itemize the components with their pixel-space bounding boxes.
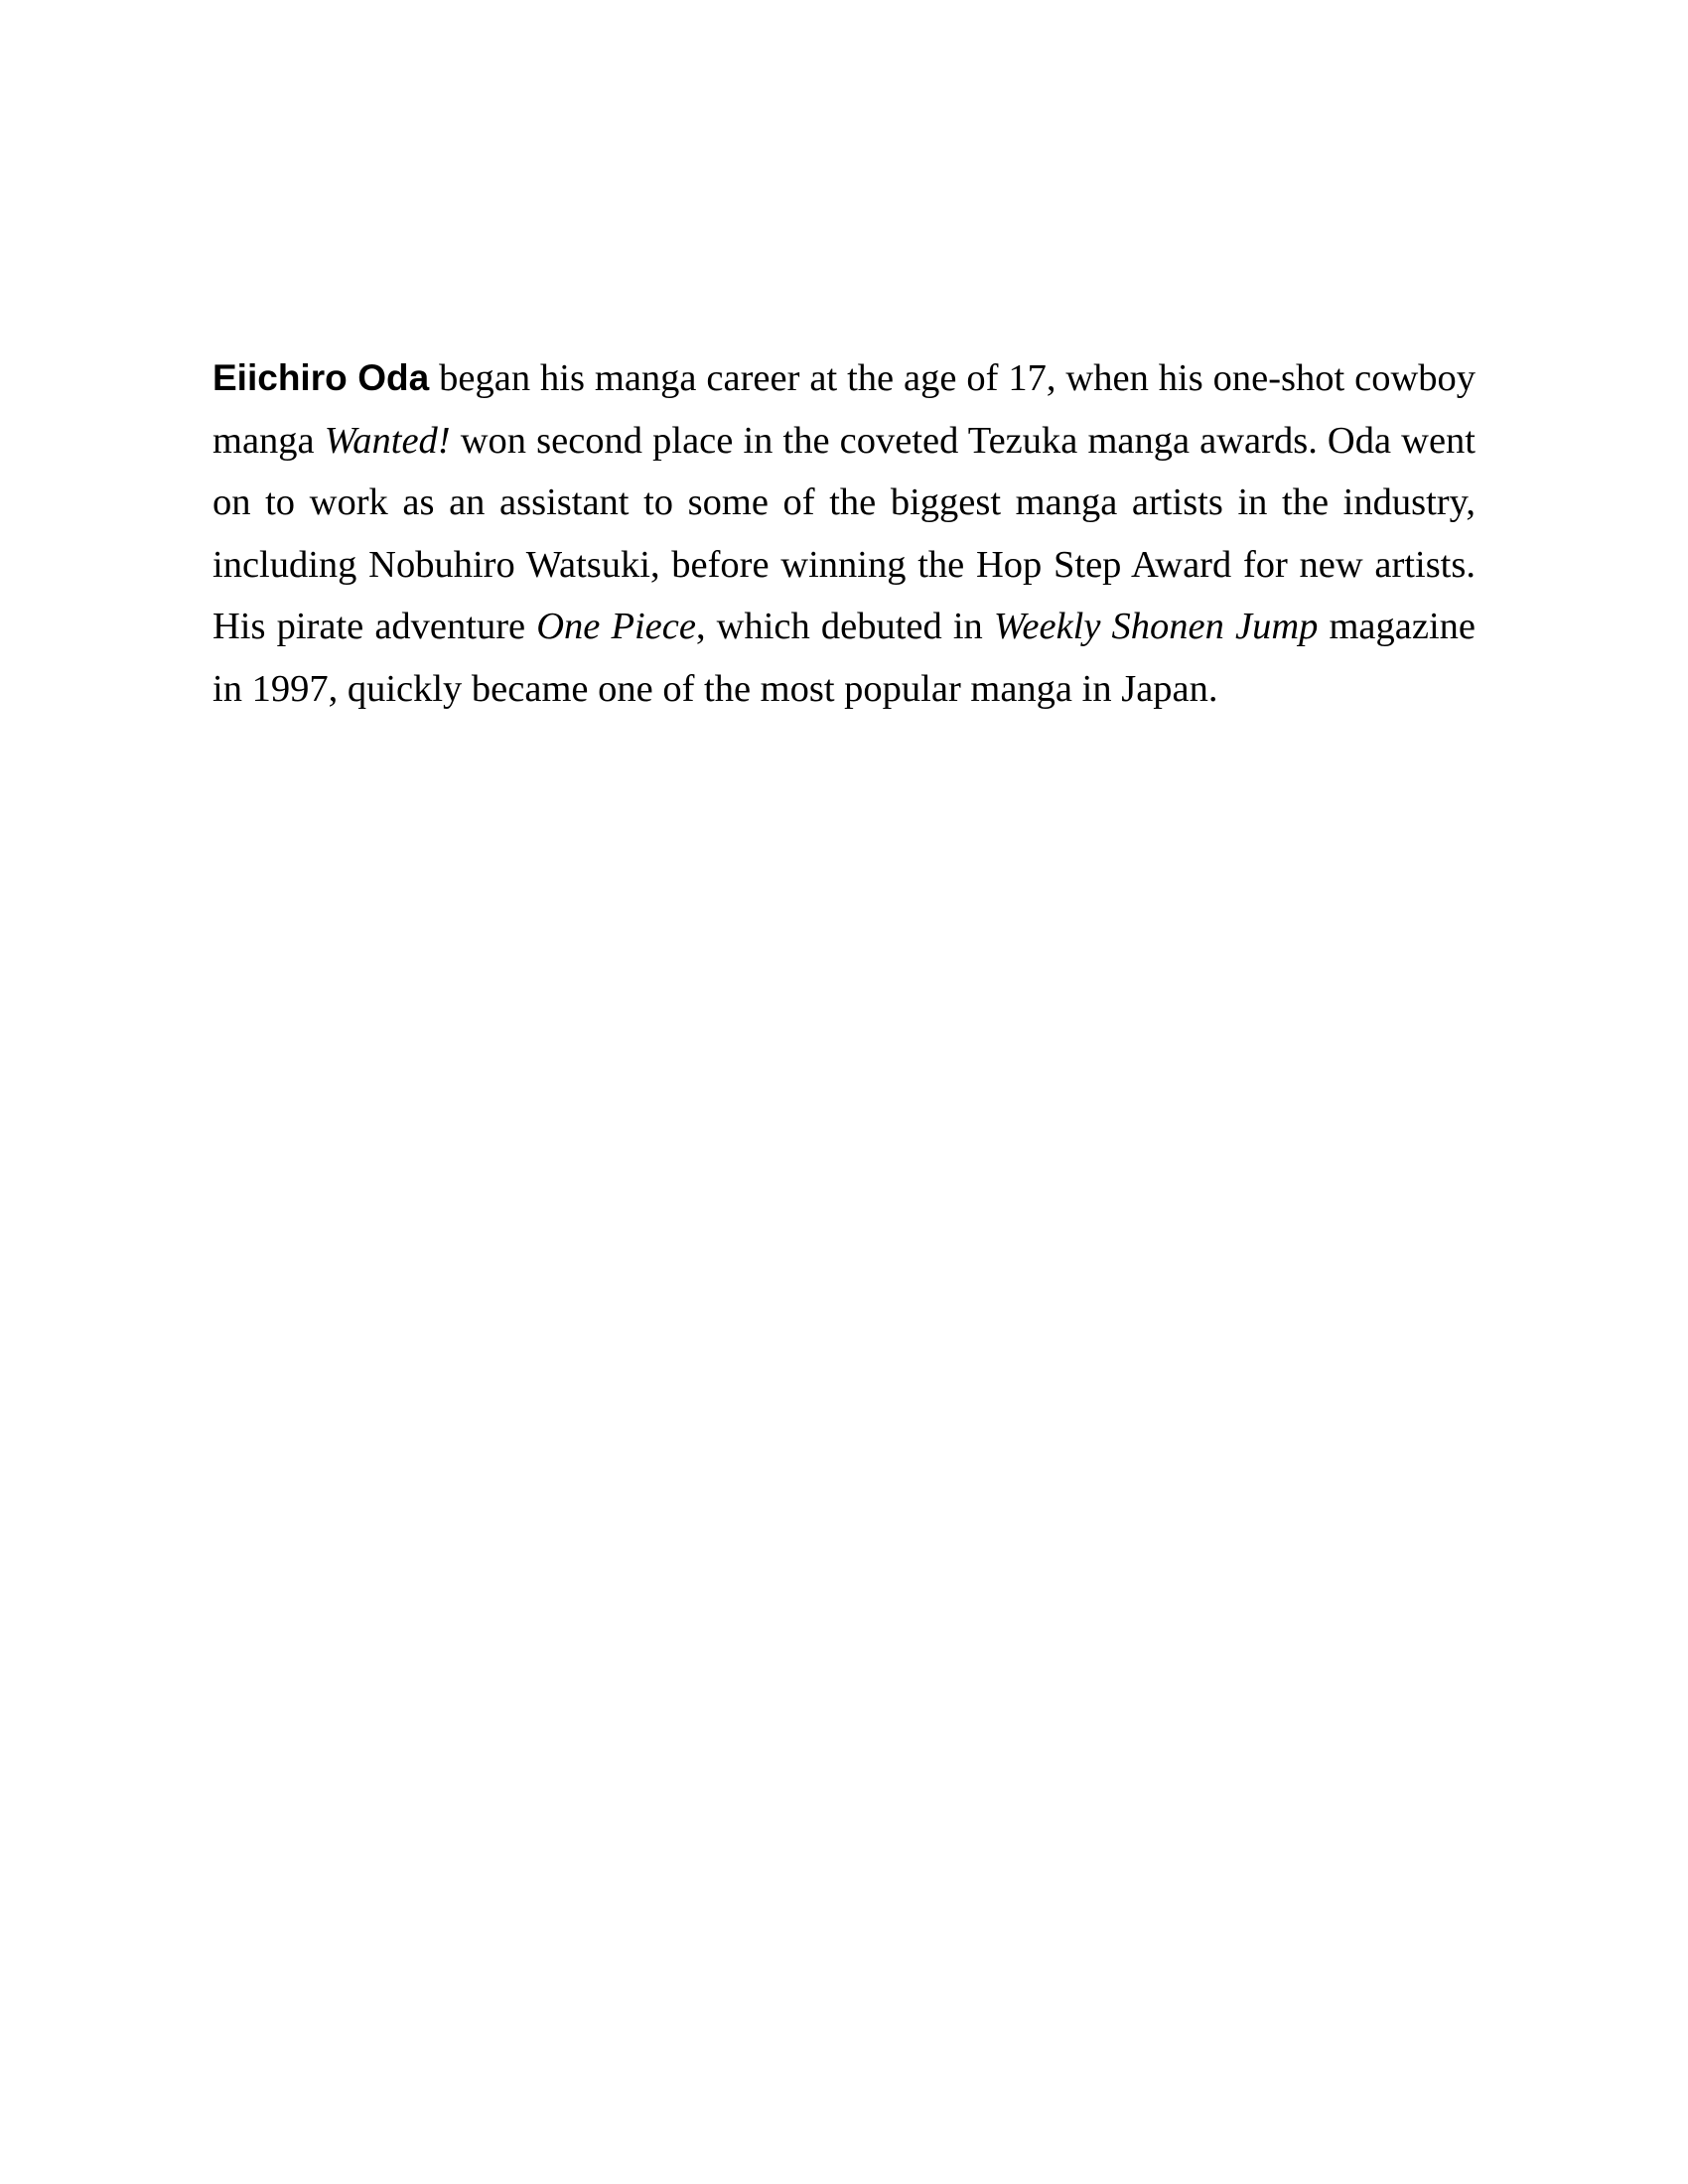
author-bio-paragraph [212, 347, 1476, 720]
bio-text-segment: , which debuted in [695, 606, 994, 647]
bio-text-segment: won second place in the coveted Tezuka manga awards. Oda went on to work as an assistant to some of the biggest manga artists in the industry, including Nobuhiro Watsuki, before winning the Hop Step Award for new artists. His pirate adventure [212, 419, 1477, 647]
work-title-one-piece: One Piece [536, 606, 696, 647]
work-title-wanted: Wanted! [324, 419, 451, 462]
bio-text-segment: magazine in 1997, quickly became one of the most popular manga in Japan. [212, 606, 1476, 710]
author-name: Eiichiro Oda [212, 357, 430, 398]
magazine-title: Weekly Shonen Jump [993, 606, 1319, 647]
bio-text-segment: began his manga career at the age of 17, when his one-shot cowboy manga [212, 357, 1477, 462]
